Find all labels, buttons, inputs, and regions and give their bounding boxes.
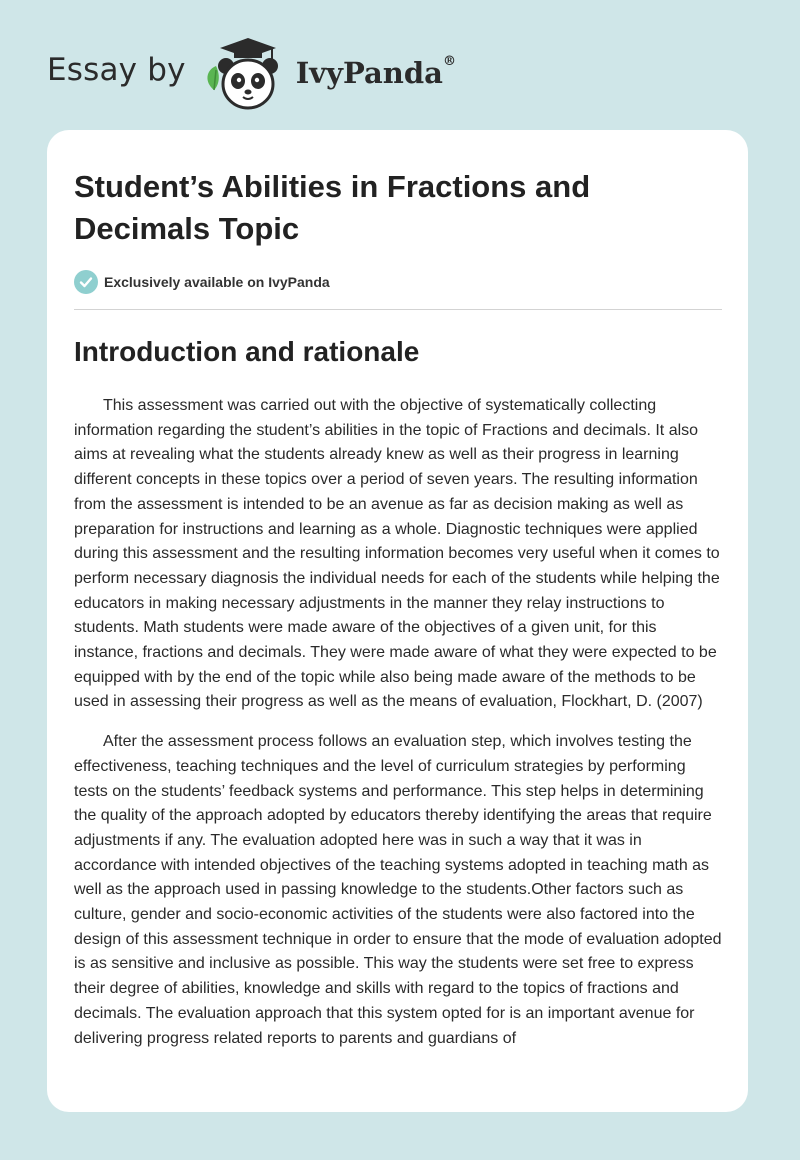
page-title: Student’s Abilities in Fractions and Decimals Topic (74, 169, 591, 246)
paragraph: After the assessment process follows an evaluation step, which involves testing the effectiveness, teaching techniques and the level of curriculum strategies by performing tests on the students’ feedback systems and performance. This step helps in determining the quality of the approach adopted by educators thereby identifying the areas that require adjustments if any. The evaluation adopted here was in such a way that it was in accordance with intended objectives of the teaching systems adopted in teaching math as well as the approach used in passing knowledge to the students.Other factors such as culture, gender and socio-economic activities of the students were also factored into the design of this assessment technique in order to ensure that the mode of evaluation adopted is as sensitive and inclusive as possible. This way the students were set free to express their degree of abilities, knowledge and skills with regard to the topics of fractions and decimals. The evaluation approach that this system opted for is an important avenue for delivering progress related reports to parents and guardians of (74, 733, 722, 1047)
exclusive-badge (74, 270, 722, 294)
brand-header[interactable] (47, 34, 456, 114)
article-card (47, 130, 748, 1112)
section-heading: Introduction and rationale (74, 336, 420, 367)
paragraph: This assessment was carried out with the objective of systematically collecting information regarding the student’s abilities in the topic of Fractions and decimals. It also aims at revealing what the students already knew as well as their progress in learning different concepts in these topics over a period of seven years. The resulting information from the assessment is intended to be an avenue as far as decision making as well as preparation for instructions and learning as a whole. Diagnostic techniques were applied during this assessment and the resulting information becomes very useful when it comes to perform necessary diagnosis the individual needs for each of the students while helping the educators in making necessary adjustments in the manner they relay instructions to students. Math students were made aware of the objectives of a given unit, for this instance, fractions and decimals. They were made aware of what they were expected to be equipped with by the end of the topic while also being made aware of the methods to be used in assessing their progress as well as the means of evaluation, Flockhart, D. (2007) (74, 397, 720, 711)
brand-name: IvyPanda® (295, 54, 456, 90)
panda-graduate-icon (200, 34, 292, 114)
check-circle-icon (74, 270, 98, 294)
brand-prefix: Essay by (47, 52, 186, 88)
divider (74, 309, 722, 310)
exclusive-badge-text: Exclusively available on IvyPanda (104, 274, 330, 290)
